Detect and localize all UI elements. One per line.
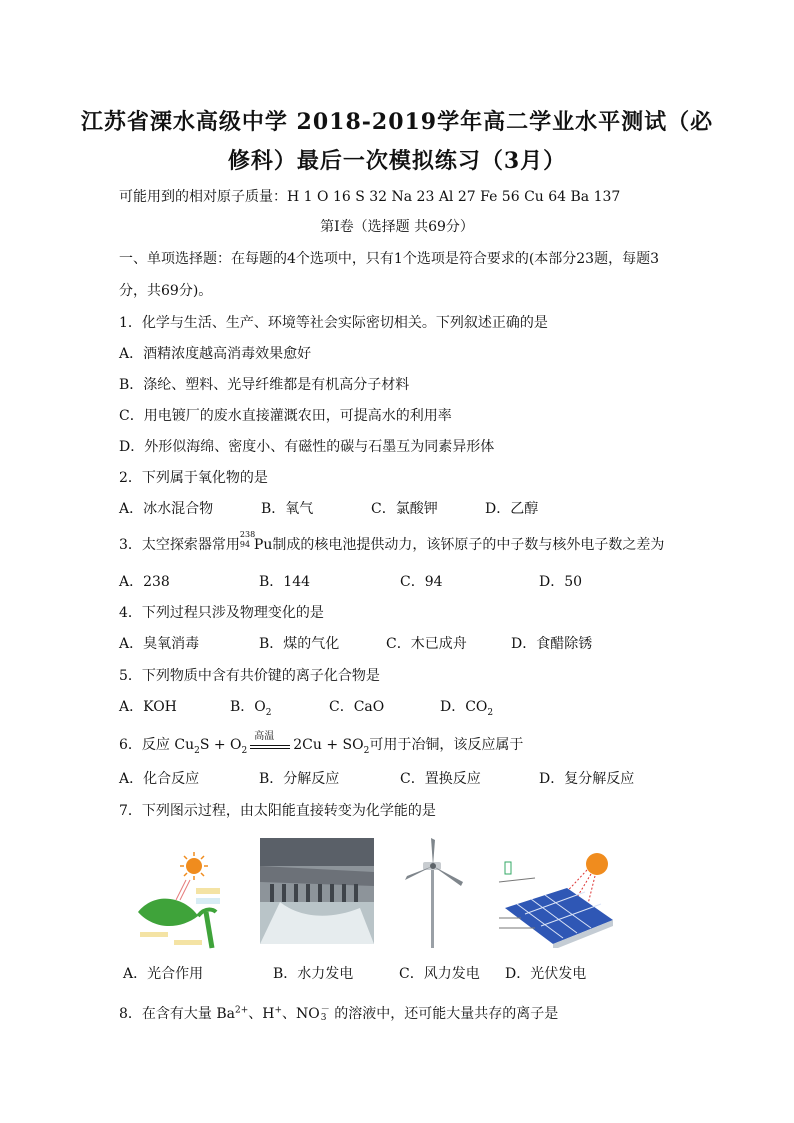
q2-option-b: B．氧气 — [261, 501, 314, 517]
q4-option-c: C．木已成舟 — [386, 636, 467, 652]
q3-isotope — [239, 530, 256, 552]
q6-option-d: D．复分解反应 — [539, 771, 635, 787]
q5-option-d: D．$CO_2$ — [440, 699, 494, 718]
q8-stem: 8．在含有大量 $Ba^{2+}$、H+、NO － 3 的溶液中，还可能大量共存的离子是 — [119, 1005, 559, 1023]
page-title-line2: 修科）最后一次模拟练习（3月） — [227, 148, 567, 174]
q7-stem: 7．下列图示过程，由太阳能直接转变为化学能的是 — [119, 803, 436, 819]
q1-option-a: A．酒精浓度越高消毒效果愈好 — [119, 346, 312, 362]
sun-icon — [586, 853, 608, 875]
q4-option-d: D．食醋除锈 — [511, 636, 593, 652]
wind-turbine-icon — [405, 838, 465, 948]
q6-stem: 6．反应 $Cu_2S + O_2$ 高温 $2Cu + SO_2$可用于冶铜，该反应属于 — [119, 731, 524, 756]
q3-option-c: C．94 — [400, 574, 443, 590]
q6-option-c: C．置换反应 — [400, 771, 481, 787]
q1-option-c: C．用电镀厂的废水直接灌溉农田，可提高水的利用率 — [119, 408, 452, 424]
section-header: 第Ⅰ卷（选择题 共69分） — [320, 219, 474, 235]
q2-option-a: A．冰水混合物 — [119, 501, 214, 517]
q3-stem — [119, 530, 665, 554]
q3-option-b: B．144 — [259, 574, 311, 590]
q4-option-a: A．臭氧消毒 — [119, 636, 200, 652]
q5-option-a: A．KOH — [119, 699, 177, 715]
solar-panel-icon — [495, 848, 615, 948]
atomic-mass-line: 可能用到的相对原子质量：H 1 O 16 S 32 Na 23 Al 27 Fe 56 Cu 64 Ba 137 — [119, 189, 621, 205]
q5-stem: 5．下列物质中含有共价键的离子化合物是 — [119, 668, 380, 684]
q2-stem: 2．下列属于氧化物的是 — [119, 470, 268, 486]
q1-stem: 1．化学与生活、生产、环境等社会实际密切相关。下列叙述正确的是 — [119, 315, 548, 331]
q4-stem: 4．下列过程只涉及物理变化的是 — [119, 605, 324, 621]
q7-option-c: C．风力发电 — [399, 966, 480, 982]
q3-stem-post: 制成的核电池提供动力，该钚原子的中子数与核外电子数之差为 — [272, 537, 665, 553]
page-title-line1: 江苏省溧水高级中学 2018-2019学年高二学业水平测试（必 — [80, 109, 714, 135]
q7-option-d: D．光伏发电 — [505, 966, 587, 982]
q2-option-d: D．乙醇 — [485, 501, 539, 517]
q1-option-b: B．涤纶、塑料、光导纤维都是有机高分子材料 — [119, 377, 410, 393]
instruction-line2: 分，共69分)。 — [119, 283, 213, 299]
q3-atomic-number: 94 — [239, 540, 251, 549]
sun-icon — [180, 852, 208, 880]
q6-option-b: B．分解反应 — [259, 771, 340, 787]
q5-option-b: B．$O_2$ — [230, 699, 272, 718]
photosynthesis-image — [136, 850, 226, 950]
q3-stem-pre: 3．太空探索器常用 — [119, 537, 240, 553]
q1-option-d: D．外形似海绵、密度小、有磁性的碳与石墨互为同素异形体 — [119, 439, 495, 455]
q3-option-a: A．238 — [119, 574, 170, 590]
q5-option-c: C．CaO — [329, 699, 385, 715]
dam-photo — [260, 838, 374, 944]
q3-mass-number: 238 — [239, 530, 256, 539]
q4-option-b: B．煤的气化 — [259, 636, 340, 652]
q6-option-a: A．化合反应 — [119, 771, 200, 787]
nitrate-charge: － 3 — [320, 1005, 330, 1023]
instruction-line1: 一、单项选择题：在每题的4个选项中，只有1个选项是符合要求的(本部分23题，每题3 — [119, 251, 659, 267]
reaction-condition-arrow: 高温 — [250, 735, 290, 751]
q7-option-b: B．水力发电 — [273, 966, 354, 982]
q2-option-c: C．氯酸钾 — [371, 501, 438, 517]
q3-option-d: D．50 — [539, 574, 583, 590]
q7-option-a: A．光合作用 — [123, 966, 204, 982]
q3-symbol: Pu — [253, 537, 273, 553]
